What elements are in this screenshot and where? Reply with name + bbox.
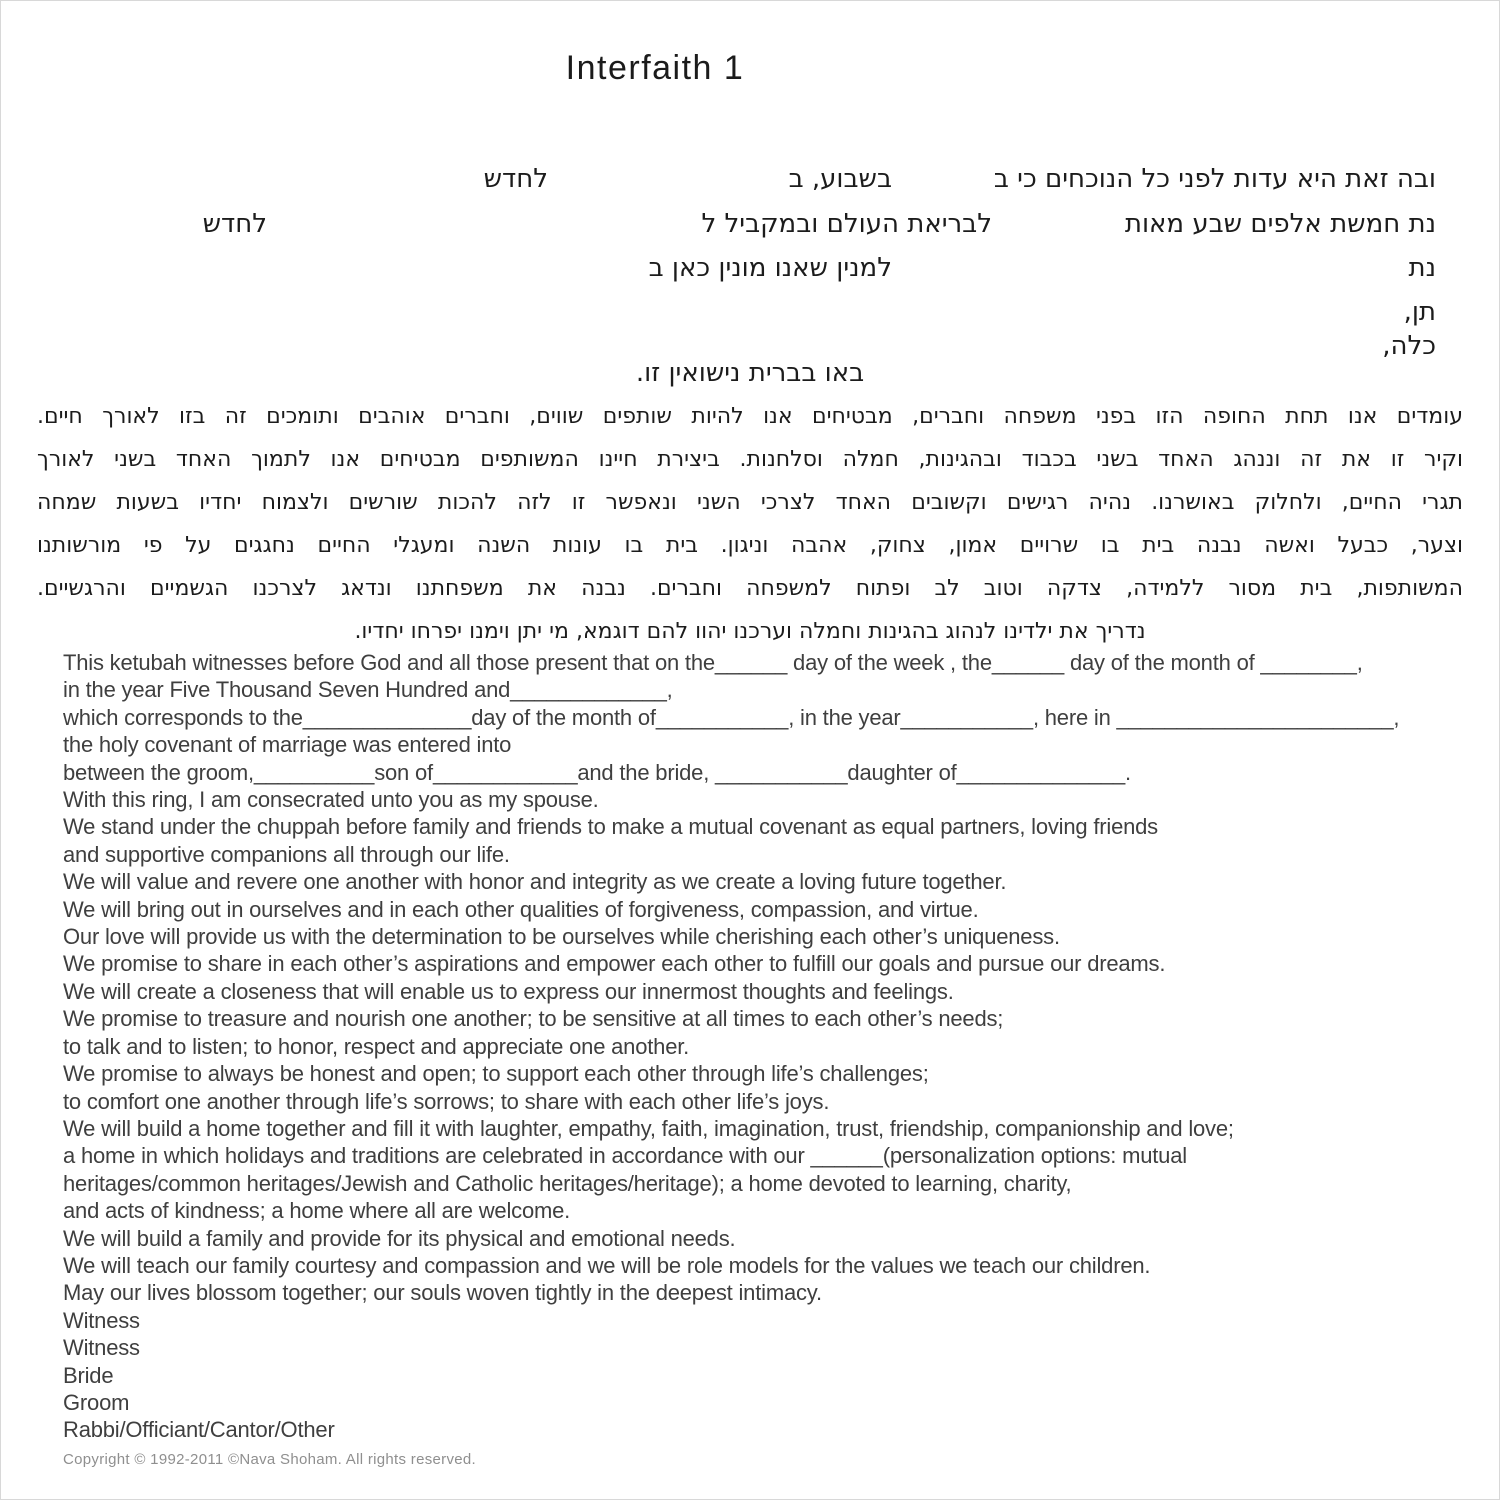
english-line: the holy covenant of marriage was entered into [63, 732, 512, 758]
english-line: We stand under the chuppah before family and friends to make a mutual covenant as equal partners, loving friends [63, 814, 1158, 840]
hebrew-count-here-text: למנין שאנו מונין כאן ב [648, 253, 892, 283]
english-line: We will build a family and provide for its physical and emotional needs. [63, 1225, 736, 1251]
hebrew-month-label-2: לחדש [202, 209, 267, 239]
english-line: and acts of kindness; a home where all are welcome. [63, 1198, 571, 1224]
signature-groom: Groom [63, 1389, 130, 1415]
english-line: May our lives blossom together; our souls woven tightly in the deepest intimacy. [63, 1280, 822, 1306]
signature-witness-2: Witness [63, 1335, 140, 1361]
copyright-notice: Copyright © 1992-2011 ©Nava Shoham. All rights reserved. [63, 1451, 476, 1468]
page-title: Interfaith 1 [565, 49, 745, 87]
hebrew-paragraph-line: וצער, כבעל ואשה נבנה בית בו שרויים אמון, צחוק, אהבה וניגון. בית בו עונות השנה ומעגלי החיים נחגגים על פי מורשותנו [37, 533, 1463, 558]
hebrew-header-line-4 [1, 297, 1499, 333]
english-line: Our love will provide us with the determination to be ourselves while cherishing each other’s uniqueness. [63, 924, 1060, 950]
english-line: heritages/common heritages/Jewish and Catholic heritages/heritage); a home devoted to learning, charity, [63, 1170, 1072, 1196]
english-line: in the year Five Thousand Seven Hundred and_____________, [63, 677, 673, 703]
english-line: We will teach our family courtesy and compassion and we will be role models for the values we teach our children. [63, 1252, 1151, 1278]
hebrew-paragraph-line: וקיר זו את זה וננהג האחד בשני בכבוד ובהגינות, חמלה וסלחנות. ביצירת חיינו המשותפים מבטיחים אנו לתמוך האחד בשני לאורך [37, 447, 1463, 472]
hebrew-header-line-2 [1, 209, 1499, 245]
hebrew-paragraph-line: תגרי החיים, ולחלוק באושרנו. נהיה רגישים וקשובים האחד לצרכי השני ונאפשר זו לזה להכות שורשים ולצמוח יחדיו בשעות שמחה [37, 490, 1463, 515]
english-line: With this ring, I am consecrated unto you as my spouse. [63, 787, 599, 813]
english-line: We promise to treasure and nourish one another; to be sensitive at all times to each other’s needs; [63, 1006, 1004, 1032]
english-line: We promise to share in each other’s aspirations and empower each other to fulfill our goals and pursue our dreams. [63, 951, 1166, 977]
english-line: We will create a closeness that will enable us to express our innermost thoughts and feelings. [63, 978, 954, 1004]
english-line: This ketubah witnesses before God and all those present that on the______ day of the week , the______ day of the month of ________, [63, 650, 1363, 675]
hebrew-month-label: לחדש [483, 164, 548, 194]
english-line: a home in which holidays and traditions are celebrated in accordance with our ______(personalization options: mutual [63, 1143, 1187, 1169]
english-line: We will build a home together and fill it with laughter, empathy, faith, imagination, trust, friendship, companionship and love; [63, 1115, 1234, 1141]
hebrew-week-label: בשבוע, ב [788, 164, 892, 194]
english-line: We will value and revere one another with honor and integrity as we create a loving future together. [63, 869, 1007, 895]
hebrew-witness-intro: ובה זאת היא עדות לפני כל הנוכחים כי ב [993, 164, 1436, 194]
hebrew-header-line-1 [1, 164, 1499, 200]
english-line: between the groom,__________son of____________and the bride, ___________daughter of______________. [63, 759, 1131, 785]
hebrew-paragraph-last-line: נדריך את ילדינו לנהוג בהגינות וחמלה וערכנו יהוו להם דוגמא, מי יתן וימנו יפרחו יחדיו. [354, 619, 1146, 644]
hebrew-paragraph-line: עומדים אנו תחת החופה הזו בפני משפחה וחברים, מבטיחים אנו להיות שותפים שווים, וחברים אוהבים ותומכים זה בזו לאורך חיים. [37, 404, 1463, 429]
hebrew-creation-text: לבריאת העולם ובמקביל ל [701, 209, 992, 239]
hebrew-covenant-text: באו בברית נישואין זו. [635, 358, 865, 388]
hebrew-covenant-line [1, 358, 1499, 394]
english-text-block [63, 649, 1489, 1444]
signature-bride: Bride [63, 1362, 114, 1388]
english-line: We will bring out in ourselves and in each other qualities of forgiveness, compassion, and virtue. [63, 896, 979, 922]
english-line: We promise to always be honest and open; to support each other through life’s challenges; [63, 1061, 929, 1087]
hebrew-header-line-3 [1, 253, 1499, 289]
signature-officiant: Rabbi/Officiant/Cantor/Other [63, 1417, 335, 1443]
english-line: to comfort one another through life’s sorrows; to share with each other life’s joys. [63, 1088, 830, 1114]
hebrew-groom-label: תן, [1403, 297, 1436, 327]
english-line: and supportive companions all through our life. [63, 841, 510, 867]
hebrew-bride-label: כלה, [1382, 331, 1436, 361]
hebrew-year-label: נת [1408, 253, 1436, 283]
hebrew-paragraph [37, 395, 1463, 653]
english-line: to talk and to listen; to honor, respect and appreciate one another. [63, 1033, 690, 1059]
english-line: which corresponds to the______________day of the month of___________, in the year___________, here in _______________________, [63, 704, 1400, 730]
signature-witness-1: Witness [63, 1307, 140, 1333]
hebrew-paragraph-line: המשותפות, בית מסור ללמידה, צדקה וטוב לב ופתוח למשפחה וחברים. נבנה את משפחתנו ונדאג לצרכנו הגשמיים והרגשיים. [37, 576, 1463, 601]
hebrew-year-text: נת חמשת אלפים שבע מאות [1124, 209, 1436, 239]
